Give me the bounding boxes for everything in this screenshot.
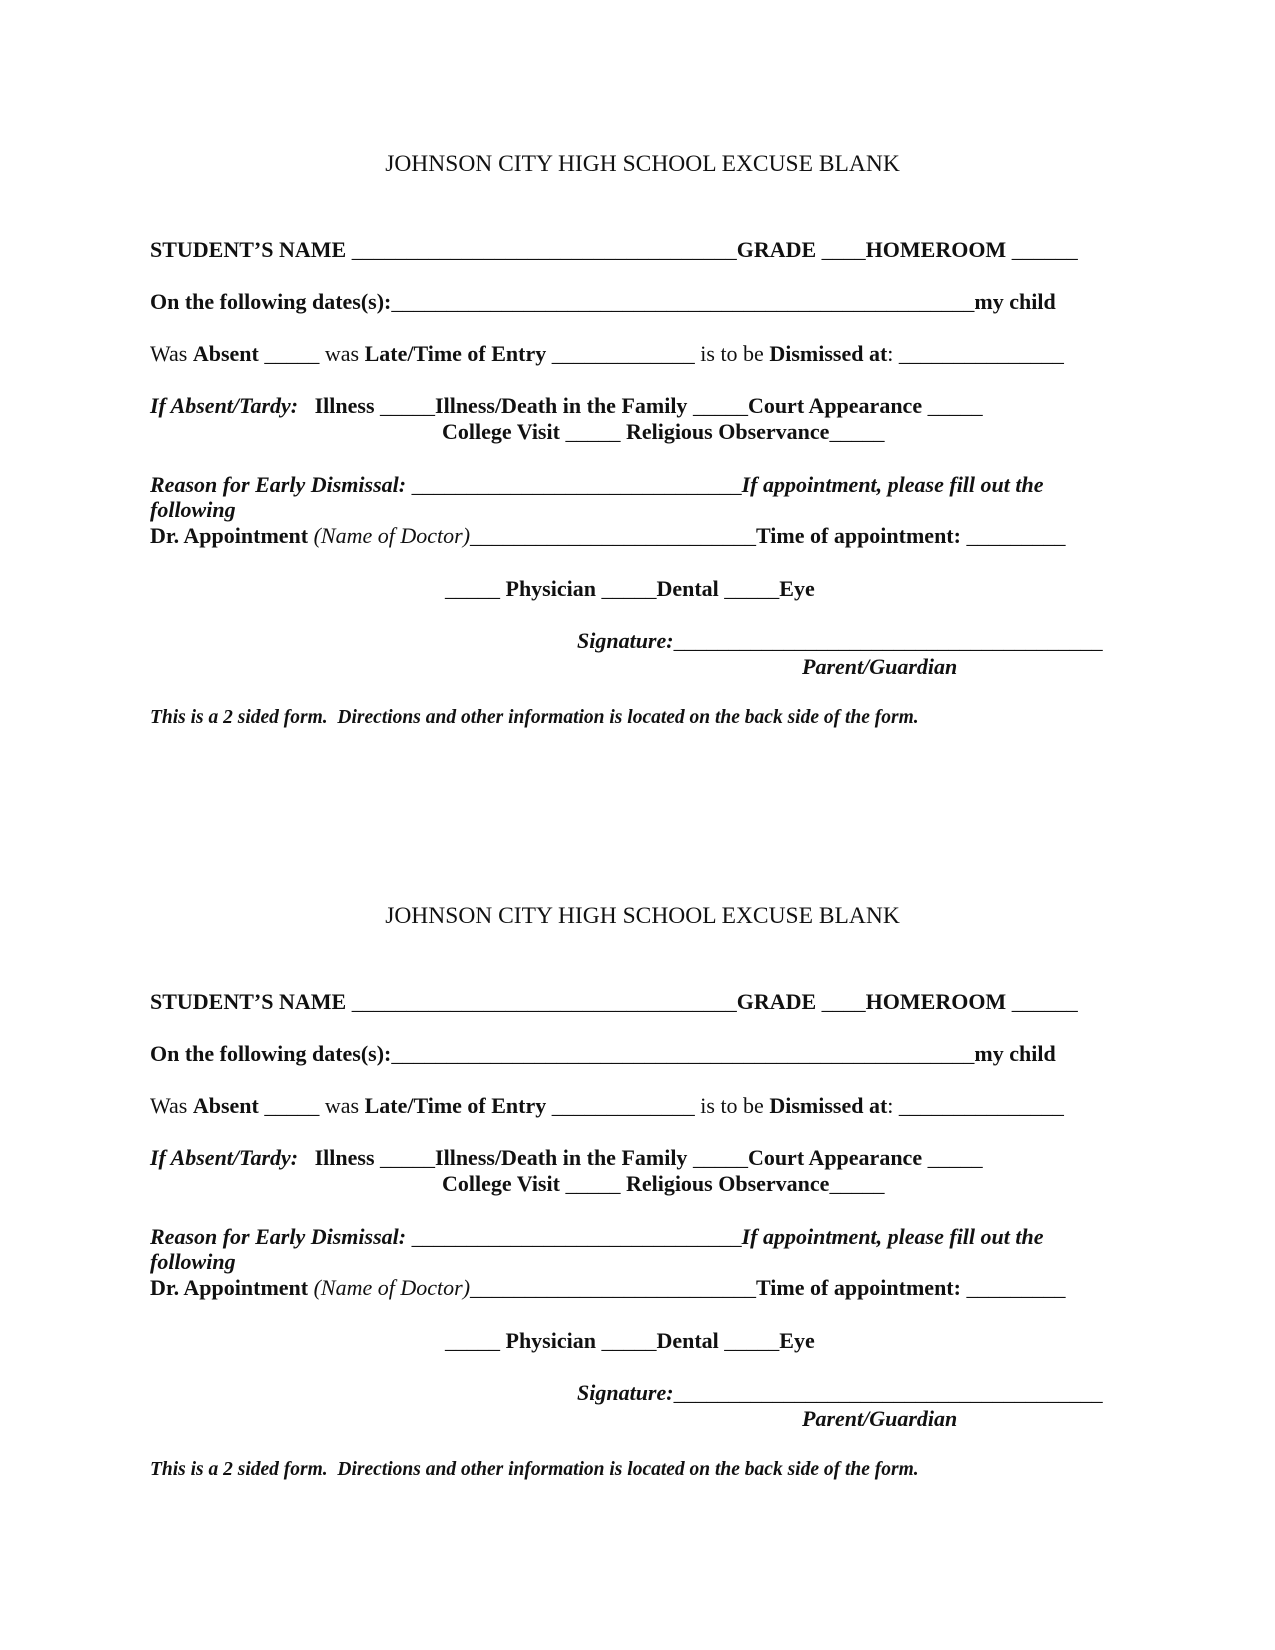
religious-field[interactable]: _____ [829,419,885,444]
reasons-row [150,393,983,419]
illness-field[interactable]: _____ [380,393,436,418]
college-label: College Visit [442,1171,566,1196]
signature-row [577,1380,1103,1406]
status-row [150,341,1064,367]
student-name-field[interactable]: ___________________________________ [351,989,737,1014]
illness-field[interactable]: _____ [380,1145,436,1170]
absent-label: Absent [192,341,259,366]
grade-label: GRADE [736,237,822,262]
time-field[interactable]: _________ [966,1275,1066,1300]
dates-field[interactable]: _____________________________________________________ [391,1041,975,1066]
physician-field[interactable]: _____ [445,1328,506,1353]
dental-label: Dental [656,576,725,601]
was-text: Was [150,1093,193,1118]
college-field[interactable]: _____ [565,1171,626,1196]
spacer [298,1145,315,1170]
signature-field[interactable]: _______________________________________ [673,628,1103,653]
doctor-hint: (Name of Doctor) [313,1275,471,1300]
dates-label: On the following dates(s): [150,1041,392,1066]
court-field[interactable]: _____ [927,393,983,418]
family-field[interactable]: _____ [692,1145,748,1170]
time-label: Time of appointment: [756,523,967,548]
absent-label: Absent [192,1093,259,1118]
appointment-type-row [445,1328,815,1354]
is-to-be-text: is to be [700,341,770,366]
doctor-row [150,523,1065,549]
grade-field[interactable]: ____ [821,989,866,1014]
eye-label: Eye [779,576,815,601]
homeroom-label: HOMEROOM [865,237,1012,262]
signature-field[interactable]: _______________________________________ [673,1380,1103,1405]
form-title: JOHNSON CITY HIGH SCHOOL EXCUSE BLANK [385,903,900,929]
signature-label: Signature: [577,628,674,653]
physician-label: Physician [505,1328,602,1353]
following-text: following [150,1249,236,1274]
late-field[interactable]: _____________ [546,1093,701,1118]
court-field[interactable]: _____ [927,1145,983,1170]
dental-field[interactable]: _____ [601,576,657,601]
student-name-label: STUDENT’S NAME [150,989,352,1014]
college-label: College Visit [442,419,566,444]
dismissal-row [150,472,1044,498]
guardian-label: Parent/Guardian [802,654,958,679]
late-label: Late/Time of Entry [364,1093,547,1118]
physician-field[interactable]: _____ [445,576,506,601]
absent-field[interactable]: _____ [258,341,325,366]
eye-field[interactable]: _____ [724,1328,780,1353]
doctor-hint: (Name of Doctor) [313,523,471,548]
dismissal-label: Reason for Early Dismissal: [150,1224,412,1249]
dates-row [150,289,1056,315]
reasons-row-2 [442,419,884,445]
signature-label: Signature: [577,1380,674,1405]
doctor-label: Dr. Appointment [150,1275,314,1300]
is-to-be-text: is to be [700,1093,770,1118]
was-text-2: was [324,341,365,366]
court-label: Court Appearance [747,1145,928,1170]
footer-note: This is a 2 sided form. Directions and other information is located on the back side of the form. [150,707,919,728]
dates-field[interactable]: _____________________________________________________ [391,289,975,314]
eye-field[interactable]: _____ [724,576,780,601]
dismissed-label: Dismissed at [769,341,888,366]
grade-field[interactable]: ____ [821,237,866,262]
absent-field[interactable]: _____ [258,1093,325,1118]
my-child-label: my child [974,289,1056,314]
student-name-row [150,989,1078,1015]
reasons-row [150,1145,983,1171]
was-text-2: was [324,1093,365,1118]
student-name-row [150,237,1078,263]
appointment-note: If appointment, please fill out the [741,472,1044,497]
footer-note: This is a 2 sided form. Directions and other information is located on the back side of the form. [150,1459,919,1480]
dismissed-label: Dismissed at [769,1093,888,1118]
guardian-label: Parent/Guardian [802,1406,958,1431]
late-field[interactable]: _____________ [546,341,701,366]
was-text: Was [150,341,193,366]
dismissed-field[interactable]: _______________ [898,1093,1064,1118]
grade-label: GRADE [736,989,822,1014]
dental-label: Dental [656,1328,725,1353]
form-title: JOHNSON CITY HIGH SCHOOL EXCUSE BLANK [385,151,900,177]
signature-row [577,628,1103,654]
college-field[interactable]: _____ [565,419,626,444]
appointment-note: If appointment, please fill out the [741,1224,1044,1249]
religious-label: Religious Observance [625,1171,830,1196]
homeroom-field[interactable]: ______ [1011,237,1078,262]
dismissal-row [150,1224,1044,1250]
following-text: following [150,497,236,522]
dismissal-field[interactable]: ______________________________ [411,1224,742,1249]
student-name-field[interactable]: ___________________________________ [351,237,737,262]
appointment-type-row [445,576,815,602]
time-label: Time of appointment: [756,1275,967,1300]
court-label: Court Appearance [747,393,928,418]
doctor-row [150,1275,1065,1301]
family-label: Illness/Death in the Family [435,1145,693,1170]
colon-text: : [887,341,899,366]
dismissal-field[interactable]: ______________________________ [411,472,742,497]
homeroom-field[interactable]: ______ [1011,989,1078,1014]
religious-field[interactable]: _____ [829,1171,885,1196]
dismissed-field[interactable]: _______________ [898,341,1064,366]
dismissal-label: Reason for Early Dismissal: [150,472,412,497]
illness-label: Illness [314,1145,381,1170]
my-child-label: my child [974,1041,1056,1066]
late-label: Late/Time of Entry [364,341,547,366]
student-name-label: STUDENT’S NAME [150,237,352,262]
dates-row [150,1041,1056,1067]
family-field[interactable]: _____ [692,393,748,418]
spacer [298,393,315,418]
physician-label: Physician [505,576,602,601]
doctor-field[interactable]: __________________________ [470,1275,757,1300]
doctor-field[interactable]: __________________________ [470,523,757,548]
absent-tardy-label: If Absent/Tardy: [150,393,299,418]
family-label: Illness/Death in the Family [435,393,693,418]
illness-label: Illness [314,393,381,418]
absent-tardy-label: If Absent/Tardy: [150,1145,299,1170]
homeroom-label: HOMEROOM [865,989,1012,1014]
reasons-row-2 [442,1171,884,1197]
eye-label: Eye [779,1328,815,1353]
religious-label: Religious Observance [625,419,830,444]
status-row [150,1093,1064,1119]
colon-text: : [887,1093,899,1118]
dental-field[interactable]: _____ [601,1328,657,1353]
dates-label: On the following dates(s): [150,289,392,314]
time-field[interactable]: _________ [966,523,1066,548]
doctor-label: Dr. Appointment [150,523,314,548]
